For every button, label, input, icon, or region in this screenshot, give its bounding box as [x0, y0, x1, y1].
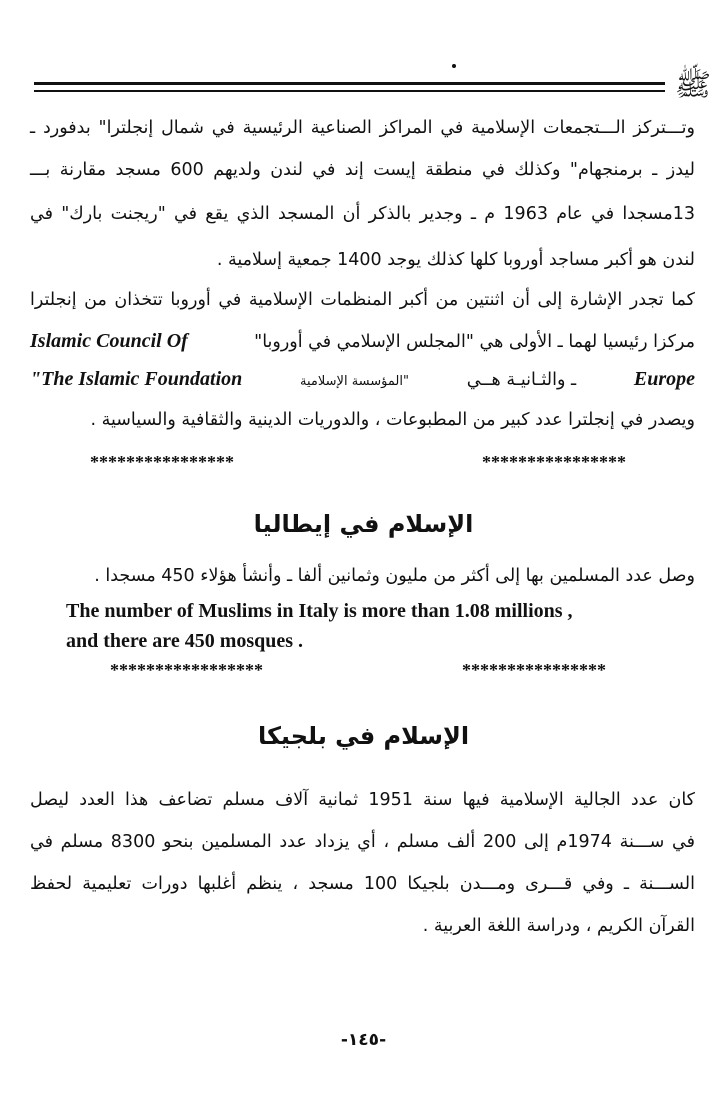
belgium-line-2: في ســـنة 1974م إلى 200 ألف مسلم ، أي يزداد عدد المسلمين بنحو 8300 مسلم في: [30, 832, 695, 852]
italy-english-line-1: The number of Muslims in Italy is more than 1.08 millions ,: [66, 600, 573, 622]
uk-line-2: ليدز ـ برمنجهام" وكذلك في منطقة إيست إند في لندن ولديهم 600 مسجد مقارنة بـــ: [30, 160, 695, 180]
italy-separator-stars-left: *****************: [110, 660, 263, 680]
belgium-line-4: القرآن الكريم ، ودراسة اللغة العربية .: [422, 916, 695, 936]
uk-line-4: لندن هو أكبر مساجد أوروبا كلها كذلك يوجد 1400 جمعية إسلامية .: [216, 250, 695, 270]
separator-stars-right: ****************: [482, 452, 626, 472]
uk-line-5: كما تجدر الإشارة إلى أن اثنتين من أكبر المنظمات الإسلامية في أوروبا تتخذان من إنجلترا: [30, 290, 695, 310]
italy-arabic-line: وصل عدد المسلمين بها إلى أكثر من مليون وثمانين ألفا ـ وأنشأ هؤلاء 450 مسجدا .: [94, 566, 695, 586]
belgium-line-1: كان عدد الجالية الإسلامية فيها سنة 1951 ثمانية آلاف مسلم تضاعف هذا العدد ليصل: [30, 790, 695, 810]
uk-line-6: [30, 330, 695, 353]
uk-line-8: ويصدر في إنجلترا عدد كبير من المطبوعات ، والدوريات الدينية والثقافية والسياسية .: [90, 410, 695, 430]
page-number: -١٤٥-: [340, 1030, 387, 1050]
uk-line-7: [30, 368, 695, 391]
header-rule-bottom: [34, 90, 665, 92]
uk-line-7-english-foundation: "The Islamic Foundation: [30, 368, 243, 390]
italy-separator-stars-right: ****************: [462, 660, 606, 680]
belgium-heading: الإسلام في بلجيكا: [257, 722, 470, 750]
uk-line-7-arabic-second: ـ والثـانيـة هــي: [466, 370, 577, 390]
uk-line-6-english: Islamic Council Of: [30, 330, 188, 352]
uk-line-7-english-europe: Europe: [633, 368, 695, 390]
uk-line-3: 13مسجدا في عام 1963 م ـ وجدير بالذكر أن المسجد الذي يقع في "ريجنت بارك" في: [30, 204, 695, 224]
uk-line-1: وتـــتركز الـــتجمعات الإسلامية في المراكز الصناعية الرئيسية في شمال إنجلترا" بدفورد ـ: [30, 118, 695, 138]
uk-line-6-arabic: مركزا رئيسيا لهما ـ الأولى هي "المجلس الإسلامي في أوروبا": [254, 332, 695, 352]
page-logo: ﷺ: [674, 68, 712, 103]
header-dot: [452, 64, 456, 68]
belgium-line-3: الســـنة ـ وفي قـــرى ومـــدن بلجيكا 100 مسجد ، ينظم أغلبها دورات تعليمية لحفظ: [30, 874, 695, 894]
italy-heading: الإسلام في إيطاليا: [253, 510, 474, 538]
separator-stars-left: ****************: [90, 452, 234, 472]
italy-english-line-2: and there are 450 mosques .: [66, 630, 304, 652]
header-rule-top: [34, 82, 665, 85]
uk-line-7-arabic-foundation: "المؤسسة الإسلامية: [300, 374, 409, 389]
